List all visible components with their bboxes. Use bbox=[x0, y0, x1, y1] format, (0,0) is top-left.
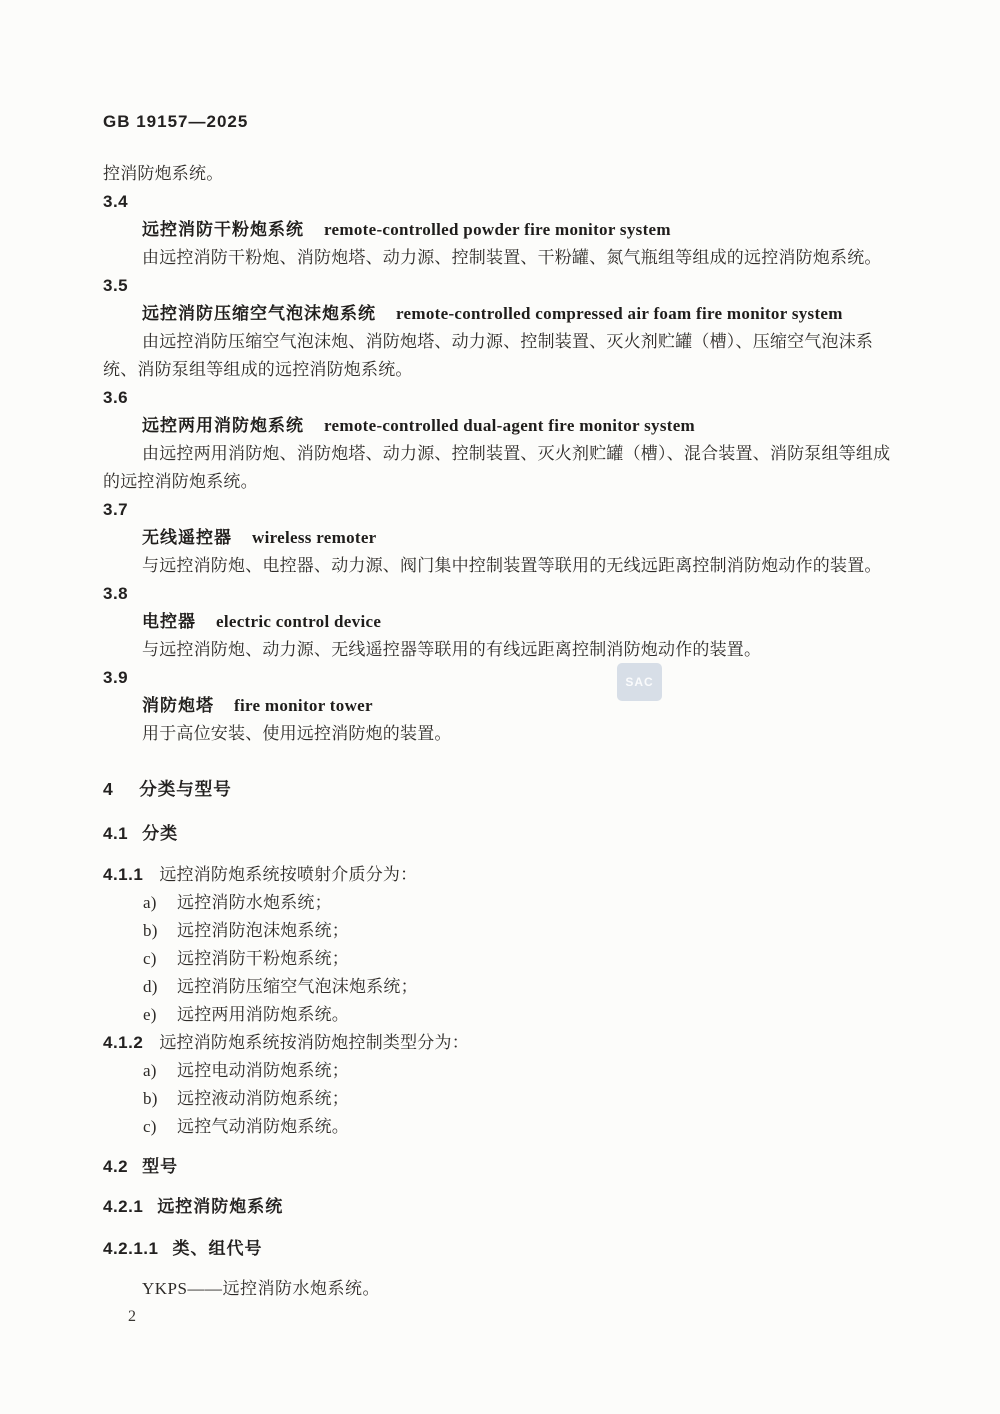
section-number: 4.2.1.1 bbox=[103, 1239, 159, 1258]
term-name-zh: 消防炮塔 bbox=[142, 696, 214, 715]
section-4-2-1-heading bbox=[103, 1193, 896, 1221]
clause-4-1-1 bbox=[103, 861, 896, 889]
term-title bbox=[103, 300, 896, 328]
list-text: 远控气动消防炮系统。 bbox=[177, 1117, 349, 1136]
clause-number: 3.8 bbox=[103, 584, 129, 603]
clause-number: 3.6 bbox=[103, 388, 129, 407]
standard-code: GB 19157—2025 bbox=[103, 112, 249, 131]
section-number: 4.1 bbox=[103, 824, 129, 843]
clause-number: 3.9 bbox=[103, 668, 129, 687]
term-entry-3-8 bbox=[103, 580, 896, 664]
term-name-zh: 电控器 bbox=[142, 612, 196, 631]
list-item bbox=[103, 973, 896, 1001]
clause-text: 远控消防炮系统按喷射介质分为： bbox=[159, 865, 418, 884]
term-name-zh: 无线遥控器 bbox=[142, 528, 232, 547]
list-item bbox=[103, 1001, 896, 1029]
list-label: c) bbox=[143, 1117, 157, 1136]
list-label: e) bbox=[143, 1005, 157, 1024]
list-item bbox=[103, 889, 896, 917]
term-name-en: wireless remoter bbox=[252, 528, 377, 547]
section-title: 远控消防炮系统 bbox=[157, 1197, 284, 1216]
term-entry-3-5 bbox=[103, 272, 896, 384]
list-label: a) bbox=[143, 1061, 157, 1080]
term-definition: 由远控消防干粉炮、消防炮塔、动力源、控制装置、干粉罐、氮气瓶组等组成的远控消防炮系统。 bbox=[142, 248, 882, 267]
list-label: a) bbox=[143, 893, 157, 912]
term-title bbox=[103, 692, 896, 720]
term-definition: 由远控两用消防炮、消防炮塔、动力源、控制装置、灭火剂贮罐（槽）、混合装置、消防泵组等组成的远控消防炮系统。 bbox=[103, 444, 891, 491]
section-title: 类、组代号 bbox=[172, 1239, 263, 1258]
list-item bbox=[103, 1085, 896, 1113]
section-title: 分类 bbox=[142, 824, 179, 843]
clause-text: 远控消防炮系统按消防炮控制类型分为： bbox=[159, 1033, 469, 1052]
clause-number: 3.5 bbox=[103, 276, 129, 295]
clause-number: 3.4 bbox=[103, 192, 129, 211]
list-label: d) bbox=[143, 977, 158, 996]
term-title bbox=[103, 216, 896, 244]
term-name-en: fire monitor tower bbox=[234, 696, 373, 715]
term-name-en: electric control device bbox=[216, 612, 382, 631]
type-code-line: YKPS——远控消防水炮系统。 bbox=[142, 1279, 380, 1298]
term-definition: 用于高位安装、使用远控消防炮的装置。 bbox=[142, 724, 452, 743]
list-text: 远控消防水炮系统； bbox=[177, 893, 332, 912]
term-entry-3-7 bbox=[103, 496, 896, 580]
list-item bbox=[103, 1113, 896, 1141]
list-label: b) bbox=[143, 1089, 158, 1108]
list-text: 远控两用消防炮系统。 bbox=[177, 1005, 349, 1024]
list-text: 远控消防压缩空气泡沫炮系统； bbox=[177, 977, 418, 996]
section-number: 4.2.1 bbox=[103, 1197, 144, 1216]
section-4-2-heading bbox=[103, 1153, 896, 1181]
term-title bbox=[103, 608, 896, 636]
clause-number: 4.1.2 bbox=[103, 1033, 144, 1052]
list-item bbox=[103, 945, 896, 973]
list-text: 远控消防干粉炮系统； bbox=[177, 949, 349, 968]
paragraph-continuation: 控消防炮系统。 bbox=[103, 164, 224, 183]
section-number: 4.2 bbox=[103, 1157, 129, 1176]
section-4-heading bbox=[103, 774, 896, 804]
term-name-zh: 远控消防压缩空气泡沫炮系统 bbox=[142, 304, 376, 323]
list-text: 远控液动消防炮系统； bbox=[177, 1089, 349, 1108]
term-name-en: remote-controlled dual-agent fire monitor system bbox=[324, 416, 696, 435]
term-entry-3-6 bbox=[103, 384, 896, 496]
term-name-en: remote-controlled compressed air foam fire monitor system bbox=[396, 304, 843, 323]
term-definition: 与远控消防炮、电控器、动力源、阀门集中控制装置等联用的无线远距离控制消防炮动作的装置。 bbox=[142, 556, 882, 575]
term-name-zh: 远控消防干粉炮系统 bbox=[142, 220, 304, 239]
term-entry-3-4 bbox=[103, 188, 896, 272]
list-item bbox=[103, 917, 896, 945]
section-4-2-1-1-heading bbox=[103, 1235, 896, 1263]
list-label: b) bbox=[143, 921, 158, 940]
clause-4-1-2 bbox=[103, 1029, 896, 1057]
section-number: 4 bbox=[103, 779, 114, 799]
term-entry-3-9 bbox=[103, 664, 896, 748]
section-4-1-heading bbox=[103, 820, 896, 848]
section-title: 型号 bbox=[142, 1157, 179, 1176]
list-text: 远控消防泡沫炮系统； bbox=[177, 921, 349, 940]
list-text: 远控电动消防炮系统； bbox=[177, 1061, 349, 1080]
term-title bbox=[103, 524, 896, 552]
term-title bbox=[103, 412, 896, 440]
term-name-zh: 远控两用消防炮系统 bbox=[142, 416, 304, 435]
term-name-en: remote-controlled powder fire monitor system bbox=[324, 220, 671, 239]
term-definition: 由远控消防压缩空气泡沫炮、消防炮塔、动力源、控制装置、灭火剂贮罐（槽）、压缩空气泡沫系统、消防泵组等组成的远控消防炮系统。 bbox=[103, 332, 874, 379]
sac-watermark-icon bbox=[617, 663, 662, 701]
clause-number: 3.7 bbox=[103, 500, 129, 519]
term-definition: 与远控消防炮、动力源、无线遥控器等联用的有线远距离控制消防炮动作的装置。 bbox=[142, 640, 762, 659]
watermark-text: SAC bbox=[625, 675, 654, 689]
list-item bbox=[103, 1057, 896, 1085]
section-title: 分类与型号 bbox=[139, 779, 232, 799]
clause-number: 4.1.1 bbox=[103, 865, 144, 884]
page-number: 2 bbox=[128, 1308, 137, 1325]
list-label: c) bbox=[143, 949, 157, 968]
